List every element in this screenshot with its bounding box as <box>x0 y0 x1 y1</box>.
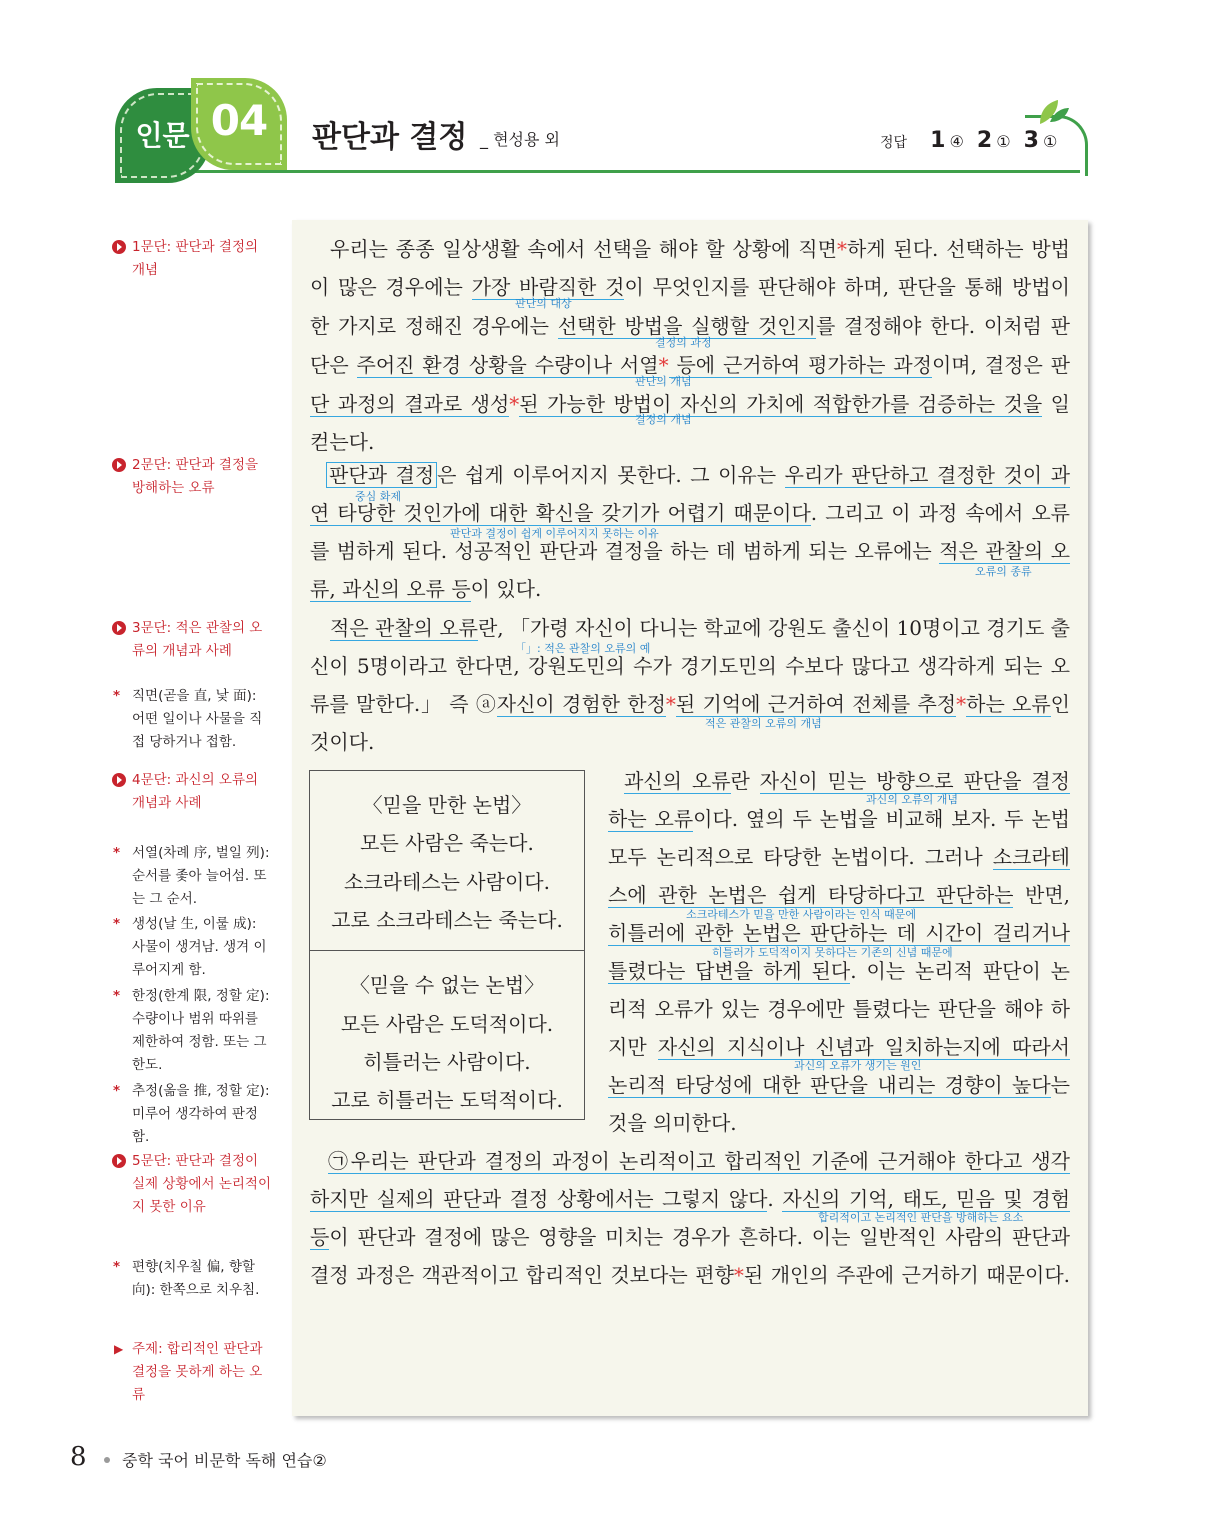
text: 란 <box>730 769 760 793</box>
text: 된 개인의 주관에 근거하기 때문이다. <box>743 1263 1071 1287</box>
annotation: 판단의 개념 <box>635 375 692 388</box>
theme-text: 주제: 합리적인 판단과 결정을 못하게 하는 오류 <box>132 1341 263 1403</box>
asterisk-mark: * <box>658 353 669 377</box>
annotation: 결정의 과정 <box>655 336 712 349</box>
answer-q2: 2 <box>976 128 993 153</box>
text: 이며, 결정은 판 <box>931 353 1070 377</box>
sidebar-summary-5 <box>112 1150 272 1219</box>
text: 은 쉽게 이루어지지 못한다. 그 이유는 <box>437 463 785 487</box>
text: 하게 된다. 선택하는 방법 <box>846 237 1070 261</box>
text: . 그리고 이 과정 속에서 오류 <box>810 501 1070 525</box>
asterisk-icon: * <box>113 916 121 932</box>
text: 인 <box>1050 692 1070 716</box>
text: 이다. 옆의 두 논법을 비교해 보자. 두 논법 <box>693 807 1070 831</box>
sidebar-gloss-3 <box>112 913 272 982</box>
argument-box <box>309 770 585 1120</box>
text-line <box>310 573 1070 611</box>
gloss-text: 직면(곧을 直, 낯 面): 어떤 일이나 사물을 직접 당하거나 접함. <box>132 688 263 750</box>
asterisk-mark: * <box>509 392 520 416</box>
sidebar-gloss-1 <box>112 685 272 754</box>
underlined-text: 소크라테 <box>992 845 1070 869</box>
annotation: 과신의 오류의 개념 <box>866 793 959 806</box>
arrow-circle-icon <box>112 1154 126 1168</box>
text: 일 <box>1042 392 1071 416</box>
gloss-text: 추정(옮을 推, 정할 定): 미루어 생각하여 판정함. <box>132 1083 270 1145</box>
argument-line: 모든 사람은 도덕적이다. <box>340 1012 554 1036</box>
arrow-circle-icon <box>112 458 126 472</box>
gloss-text: 생성(날 生, 이룰 成): 사물이 생겨남. 생겨 이루어지게 함. <box>132 916 267 978</box>
underlined-text: ㉠우리는 판단과 결정의 과정이 논리적이고 합리적인 기준에 근거해야 한다고 생각 <box>328 1149 1070 1173</box>
text-line <box>310 688 1070 726</box>
gloss-text: 편향(치우칠 偏, 향할 向): 한쪽으로 치우침. <box>132 1259 260 1298</box>
text: 결정 과정은 객관적이고 합리적인 것보다는 편향 <box>310 1263 734 1287</box>
sidebar-summary-4 <box>112 769 272 815</box>
text: 이 많은 경우에는 <box>310 275 472 299</box>
summary-text: 2문단: 판단과 결정을 방해하는 오류 <box>132 457 259 496</box>
argument-line: 모든 사람은 죽는다. <box>360 831 534 855</box>
asterisk-mark: * <box>733 1263 744 1287</box>
argument-line: 고로 소크라테스는 죽는다. <box>331 908 563 932</box>
argument-line: 고로 히틀러는 도덕적이다. <box>331 1088 563 1112</box>
underlined-text: 가장 바람직한 것 <box>471 275 625 299</box>
text-line <box>310 612 1070 650</box>
text-line: 신이 5명이라고 한다면, 강원도민의 수가 경기도민의 수보다 많다고 생각하게 되는 오 <box>310 654 1070 678</box>
underlined-text: 주어진 환경 상황을 수량이나 서열 <box>356 353 659 377</box>
argument-divider <box>310 950 584 951</box>
argument-line: 히틀러는 사람이다. <box>363 1050 531 1074</box>
annotation: 중심 화제 <box>355 490 402 503</box>
sidebar-gloss-6 <box>112 1256 272 1302</box>
text: 이 판단과 결정에 많은 영향을 미치는 경우가 흔하다. 이는 일반적인 사람의 판단과 <box>329 1225 1070 1249</box>
summary-text: 4문단: 과신의 오류의 개념과 사례 <box>132 772 259 811</box>
asterisk-icon: * <box>113 988 121 1004</box>
text-line <box>310 459 1070 497</box>
asterisk-mark: * <box>836 237 847 261</box>
underlined-text: 자신이 경험한 한정 <box>496 692 666 716</box>
answer-a2: ① <box>996 132 1011 151</box>
header-rule <box>120 170 1080 173</box>
category-label: 인문 <box>135 119 190 152</box>
triangle-icon: ▶ <box>114 1342 124 1356</box>
text: 한 가지로 정해진 경우에는 <box>310 314 558 338</box>
text: 류를 말한다.」 즉 ⓐ <box>310 692 497 716</box>
text-line: 것을 의미한다. <box>608 1111 737 1135</box>
answer-a3: ① <box>1042 132 1058 151</box>
text-line <box>310 535 1070 573</box>
passage-number: 04 <box>210 96 268 145</box>
annotation: 결정의 개념 <box>635 413 692 426</box>
text-line <box>608 841 1070 879</box>
sidebar-summary-1 <box>112 236 272 282</box>
book-title: 중학 국어 비문학 독해 연습② <box>122 1451 327 1470</box>
text: . <box>767 1187 783 1211</box>
passage-author: _ 현성용 외 <box>480 130 560 149</box>
underlined-text: 된 기억에 근거하여 전체를 추정 <box>675 692 957 716</box>
text: 단은 <box>310 353 357 377</box>
underlined-text: 히틀러에 관한 논법은 판단하는 데 시간이 걸리거나 <box>608 921 1070 945</box>
annotation: 적은 관찰의 오류의 개념 <box>705 717 822 730</box>
asterisk-icon: * <box>113 845 121 861</box>
gloss-text: 한정(한계 限, 정할 定): 수량이나 범위 따위를 제한하여 정함. 또는 그 한도. <box>132 988 270 1073</box>
boxed-topic: 판단과 결정 <box>326 462 437 488</box>
sidebar-summary-3 <box>112 617 272 663</box>
text: 를 결정해야 한다. 이처럼 판 <box>815 314 1070 338</box>
text: 모두 논리적으로 타당한 논법이다. 그러나 <box>608 845 993 869</box>
asterisk-mark: * <box>665 692 676 716</box>
arrow-circle-icon <box>112 773 126 787</box>
annotation: 판단과 결정이 쉽게 이루어지지 못하는 이유 <box>450 527 659 540</box>
summary-text: 5문단: 판단과 결정이 실제 상황에서 논리적이지 못한 이유 <box>132 1153 271 1215</box>
underlined-text: 자신의 기억, 태도, 믿음 및 경험 <box>782 1187 1071 1211</box>
underlined-text: 자신의 지식이나 신념과 일치하는지에 따라서 <box>657 1035 1071 1059</box>
sidebar-theme <box>112 1338 272 1407</box>
sidebar-gloss-5 <box>112 1080 272 1149</box>
text-line <box>310 271 1070 309</box>
text: 지만 <box>608 1035 658 1059</box>
text-line <box>608 765 1070 803</box>
summary-text: 1문단: 판단과 결정의 개념 <box>132 239 259 278</box>
number-tag <box>191 78 287 170</box>
text-line <box>310 233 1070 271</box>
underlined-text: 등 <box>310 1225 330 1249</box>
annotation: 히틀러가 도덕적이지 못하다는 기존의 신념 때문에 <box>712 946 953 959</box>
arrow-circle-icon <box>112 240 126 254</box>
text-line <box>608 803 1070 841</box>
text: . 이는 논리적 판단이 논 <box>850 959 1071 983</box>
annotation: 「」: 적은 관찰의 오류의 예 <box>515 642 651 655</box>
text-line: 리적 오류가 있는 경우에만 틀렸다는 판단을 해야 하 <box>608 997 1070 1021</box>
answer-q3: 3 <box>1023 128 1039 153</box>
asterisk-mark: * <box>956 692 967 716</box>
answer-q1: 1 <box>930 128 946 153</box>
asterisk-icon: * <box>113 1259 121 1275</box>
annotation: 소크라테스가 믿을 만한 사람이라는 인식 때문에 <box>686 908 917 921</box>
sidebar-gloss-2 <box>112 842 272 911</box>
sidebar-gloss-4 <box>112 985 272 1077</box>
underlined-text: 틀렸다는 답변을 하게 된다 <box>608 959 851 983</box>
underlined-text: 적은 관찰의 오류 <box>330 616 478 640</box>
sidebar-summary-2 <box>112 454 272 500</box>
argument-title-reliable: 〈믿을 만한 논법〉 <box>362 793 532 817</box>
text: 란, 「가령 자신이 다니는 학교에 강원도 출신이 10명이고 경기도 출 <box>477 616 1070 640</box>
text-line <box>310 497 1070 535</box>
text-line <box>310 1145 1070 1183</box>
arrow-circle-icon <box>112 621 126 635</box>
annotation: 판단의 대상 <box>515 297 572 310</box>
underlined-text: 연 타당한 것인가에 대한 확신을 갖기가 어렵기 때문이다 <box>310 501 811 525</box>
underlined-text: 하는 오류 <box>966 692 1051 716</box>
text-line <box>310 1259 1070 1297</box>
underlined-text: 선택한 방법을 실행할 것인지 <box>557 314 816 338</box>
text-line <box>310 1221 1070 1259</box>
text: 는 <box>1050 1073 1070 1097</box>
text-line <box>608 1069 1070 1107</box>
answer-a1: ④ <box>949 132 964 151</box>
text: 이 있다. <box>470 577 542 601</box>
leaf-icon <box>1036 96 1070 126</box>
annotation: 오류의 종류 <box>975 565 1032 578</box>
underlined-text: 된 가능한 방법이 자신의 가치에 적합한가를 검증하는 것을 <box>519 392 1043 416</box>
text: 이 무엇인지를 판단해야 하며, 판단을 통해 방법이 <box>624 275 1070 299</box>
text-line: 컫는다. <box>310 430 375 454</box>
underlined-text: 스에 관한 논법은 쉽게 타당하다고 판단하는 <box>608 883 1014 907</box>
underlined-text: 등에 근거하여 평가하는 과정 <box>668 353 932 377</box>
text-line <box>608 955 1070 993</box>
answer-key <box>880 128 1057 153</box>
underlined-text: 적은 관찰의 오 <box>939 539 1070 563</box>
underlined-text: 단 과정의 결과로 생성 <box>310 392 510 416</box>
underlined-text: 자신이 믿는 방향으로 판단을 결정 <box>759 769 1070 793</box>
underlined-text: 하는 오류 <box>608 807 694 831</box>
underlined-text: 하지만 실제의 판단과 결정 상황에서는 그렇지 않다 <box>310 1187 768 1211</box>
underlined-text: 류, 과신의 오류 등 <box>310 577 471 601</box>
asterisk-icon: * <box>113 688 121 704</box>
passage-title: 판단과 결정 <box>312 120 468 155</box>
underlined-text: 우리가 판단하고 결정한 것이 과 <box>784 463 1070 487</box>
underlined-text: 과신의 오류 <box>624 769 731 793</box>
text: 우리는 종종 일상생활 속에서 선택을 해야 할 상황에 직면 <box>330 237 837 261</box>
text: 반면, <box>1013 883 1071 907</box>
text: 를 범하게 된다. 성공적인 판단과 결정을 하는 데 범하게 되는 오류에는 <box>310 539 940 563</box>
argument-line: 소크라테스는 사람이다. <box>344 870 550 894</box>
summary-text: 3문단: 적은 관찰의 오류의 개념과 사례 <box>132 620 263 659</box>
gloss-text: 서열(차례 序, 벌일 列): 순서를 좇아 늘어섬. 또는 그 순서. <box>132 845 270 907</box>
annotation: 과신의 오류가 생기는 원인 <box>794 1059 922 1072</box>
page-number: 8 <box>70 1442 87 1472</box>
underlined-text: 논리적 타당성에 대한 판단을 내리는 경향이 높다 <box>608 1073 1051 1097</box>
answer-label: 정답 <box>880 135 908 151</box>
annotation: 합리적이고 논리적인 판단을 방해하는 요소 <box>818 1211 1024 1224</box>
text-line: 것이다. <box>310 730 375 754</box>
asterisk-icon: * <box>113 1083 121 1099</box>
footer-bullet <box>104 1457 110 1463</box>
argument-title-unreliable: 〈믿을 수 없는 논법〉 <box>349 973 545 997</box>
